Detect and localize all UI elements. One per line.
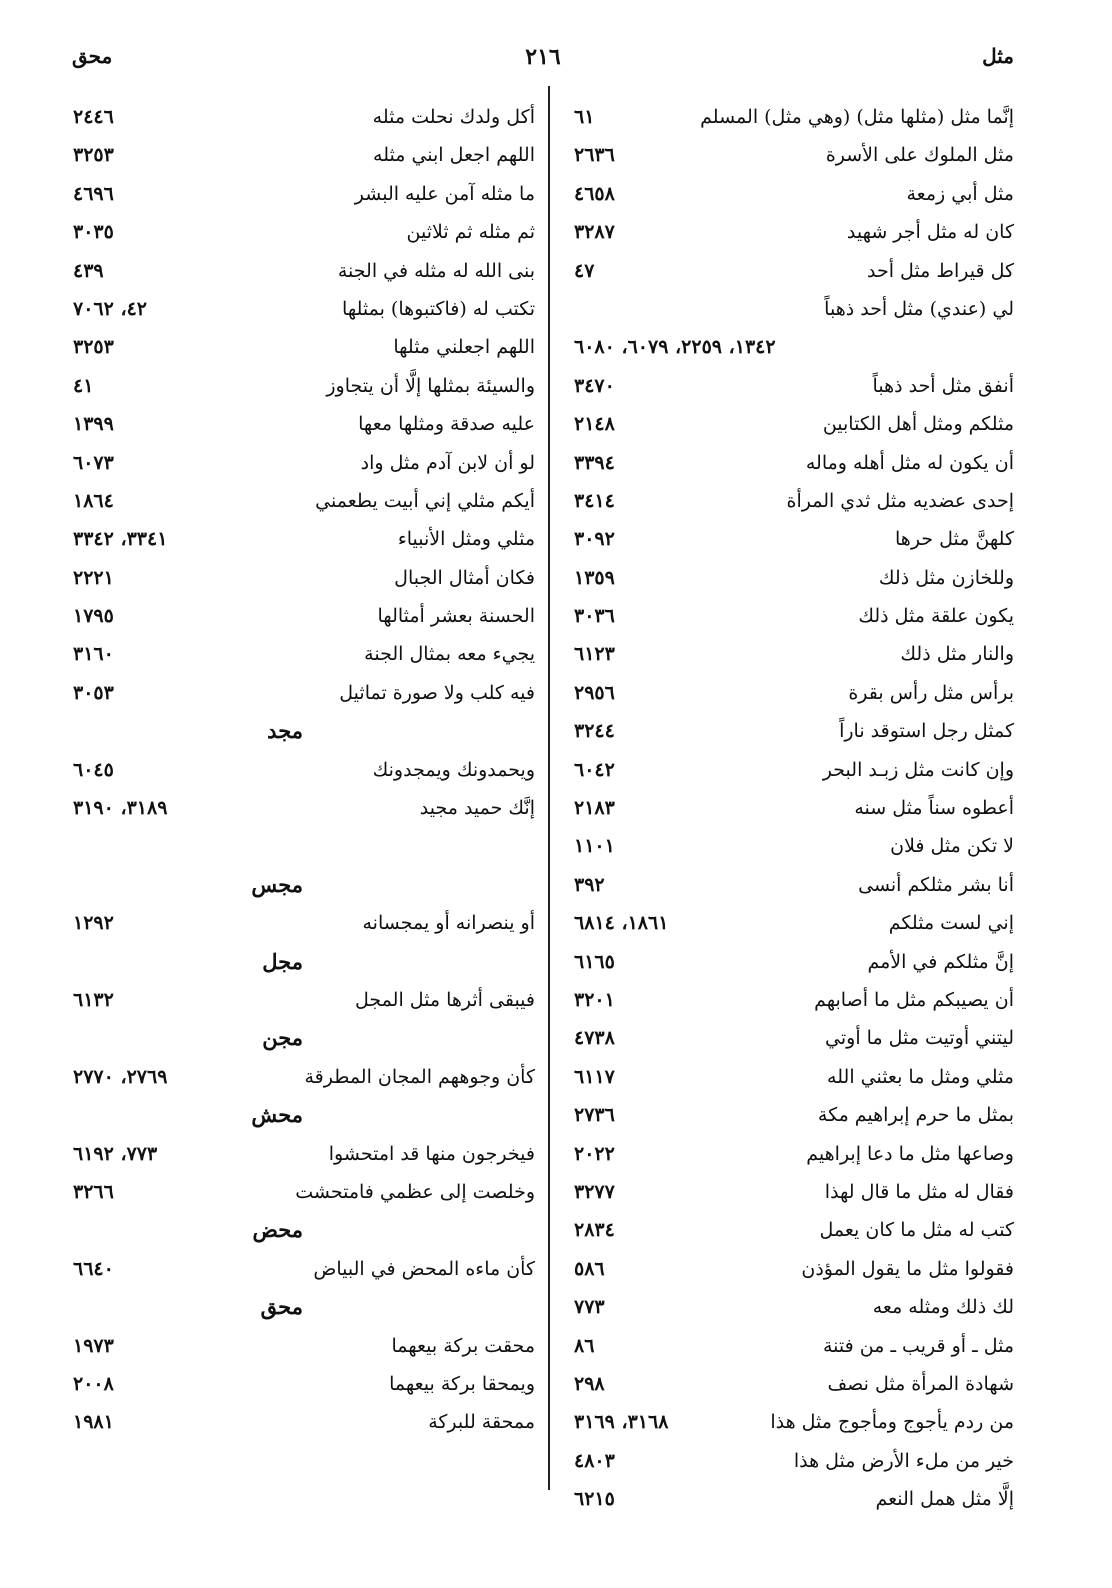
root-heading (73, 943, 535, 981)
index-entry (574, 1442, 1014, 1480)
index-entry (73, 904, 535, 942)
entry-refs: ٤٦٥٨ (574, 182, 615, 205)
index-entry (574, 1365, 1014, 1403)
entry-refs: ٣٢٤٤ (574, 720, 615, 743)
entry-phrase: أنفق مثل أحد ذهباً (872, 374, 1014, 397)
index-entry (73, 98, 535, 136)
root-heading-text: محض (252, 1217, 303, 1243)
entry-refs: ٣٩٢ (574, 873, 605, 896)
entry-phrase: وإن كانت مثل زبـد البحر (822, 758, 1014, 781)
page-header (72, 44, 1014, 80)
entry-phrase: لك ذلك ومثله معه (872, 1296, 1014, 1319)
index-entry (574, 943, 1014, 981)
root-heading-text: محق (260, 1294, 303, 1320)
entry-phrase: إنَّك حميد مجيد (419, 797, 535, 820)
index-entry (574, 1250, 1014, 1288)
index-entry (73, 597, 535, 635)
entry-refs: ١٢٩٢ (73, 912, 114, 935)
root-heading (73, 712, 535, 750)
index-entry (574, 1327, 1014, 1365)
entry-phrase: كمثل رجل استوقد ناراً (839, 720, 1014, 743)
root-heading-text: مجس (251, 871, 303, 897)
root-heading (73, 1211, 535, 1249)
index-entry (574, 328, 1014, 366)
entry-refs: ٢٠٠٨ (73, 1372, 114, 1395)
entry-refs: ٢٠٢٢ (574, 1142, 615, 1165)
entry-phrase: إنَّما مثل (مثلها مثل) (وهي مثل) المسلم (700, 106, 1014, 128)
entry-phrase: ليتني أوتيت مثل ما أوتي (825, 1027, 1014, 1050)
entry-phrase: مثلي ومثل الأنبياء (397, 528, 535, 551)
entry-phrase: مثلي ومثل ما بعثني الله (827, 1065, 1014, 1088)
header-root-word-end: محق (72, 44, 113, 68)
index-entry (73, 328, 535, 366)
entry-phrase: إحدى عضديه مثل ثدي المرأة (786, 489, 1014, 512)
entry-refs: ٣٠٣٦ (574, 605, 615, 628)
index-entry (73, 175, 535, 213)
index-entry (574, 1019, 1014, 1057)
index-entry (574, 981, 1014, 1019)
root-heading (73, 1019, 535, 1057)
entry-phrase: ويمحقا بركة بيعهما (389, 1372, 535, 1395)
entry-refs: ٣٤١٤ (574, 489, 615, 512)
root-heading-text: محش (251, 1102, 303, 1128)
entry-refs: ٤٧ (574, 259, 595, 282)
entry-refs: ٤٧٣٨ (574, 1027, 615, 1050)
entry-refs: ٨٦ (574, 1334, 595, 1357)
entry-phrase: وصاعها مثل ما دعا إبراهيم (806, 1142, 1014, 1165)
entry-refs: ١٩٧٣ (73, 1334, 114, 1357)
index-entry (73, 444, 535, 482)
entry-phrase: ممحقة للبركة (428, 1411, 535, 1434)
index-entry (574, 213, 1014, 251)
entry-phrase: أو ينصرانه أو يمجسانه (362, 912, 535, 935)
index-entry (73, 1365, 535, 1403)
index-entry (574, 712, 1014, 750)
entry-refs: ٦١٢٣ (574, 643, 615, 666)
entry-phrase: والنار مثل ذلك (900, 643, 1014, 666)
entry-refs: ٤٢، ٧٠٦٢ (73, 297, 147, 320)
entry-phrase: فكان أمثال الجبال (394, 566, 535, 589)
entry-refs: ١٣٥٩ (574, 566, 615, 589)
entry-phrase: يكون علقة مثل ذلك (858, 605, 1014, 628)
left-column (73, 98, 535, 1442)
index-entry (574, 290, 1014, 328)
entry-refs: ٢٧٣٦ (574, 1104, 615, 1127)
entry-phrase: مثلكم ومثل أهل الكتابين (822, 413, 1014, 436)
index-entry (574, 1058, 1014, 1096)
index-entry (73, 252, 535, 290)
entry-phrase: أن يصيبكم مثل ما أصابهم (814, 988, 1014, 1011)
entry-phrase: لو أن لابن آدم مثل واد (360, 451, 535, 474)
root-heading-text: مجد (267, 718, 303, 744)
entry-phrase: أن يكون له مثل أهله وماله (805, 451, 1014, 474)
entry-phrase: برأس مثل رأس بقرة (848, 681, 1014, 704)
entry-refs: ٦١٦٥ (574, 950, 615, 973)
header-root-word-start: مثل (982, 44, 1014, 68)
entry-refs: ٦١١٧ (574, 1065, 615, 1088)
index-entry (73, 367, 535, 405)
entry-refs: ٣٣٤١، ٣٣٤٢ (73, 528, 168, 551)
index-entry (574, 1096, 1014, 1134)
entry-refs: ٤٨٠٣ (574, 1449, 615, 1472)
root-heading-text: مجل (262, 948, 303, 974)
index-entry (73, 789, 535, 827)
entry-phrase: بمثل ما حرم إبراهيم مكة (817, 1104, 1014, 1127)
entry-refs: ٣١٨٩، ٣١٩٠ (73, 797, 168, 820)
index-entry (73, 1250, 535, 1288)
entry-refs: ٢٤٤٦ (73, 106, 114, 128)
entry-refs: ٣٢٧٧ (574, 1180, 615, 1203)
index-entry (574, 635, 1014, 673)
entry-phrase: تكتب له (فاكتبوها) بمثلها (342, 297, 535, 320)
entry-phrase: كان له مثل أجر شهيد (846, 221, 1014, 244)
entry-refs: ٥٨٦ (574, 1257, 605, 1280)
entry-refs: ١٨٦٤ (73, 489, 114, 512)
entry-phrase: ويحمدونك ويمجدونك (372, 758, 535, 781)
entry-refs: ٢١٨٣ (574, 797, 615, 820)
index-entry (73, 674, 535, 712)
entry-refs: ١٩٨١ (73, 1411, 114, 1434)
index-entry (73, 290, 535, 328)
entry-refs: ٢٧٦٩، ٢٧٧٠ (73, 1065, 168, 1088)
index-entry (574, 827, 1014, 865)
index-entry (574, 175, 1014, 213)
entry-refs: ١١٠١ (574, 835, 615, 858)
entry-phrase: فيخرجون منها قد امتحشوا (328, 1142, 535, 1165)
entry-refs: ٢٦٣٦ (574, 144, 615, 167)
root-heading (73, 866, 535, 904)
index-entry (73, 1173, 535, 1211)
entry-phrase: إني لست مثلكم (888, 912, 1014, 935)
index-entry (574, 866, 1014, 904)
index-entry (574, 751, 1014, 789)
entry-phrase: ثم مثله ثم ثلاثين (406, 221, 535, 244)
entry-refs: ٣٠٩٢ (574, 528, 615, 551)
index-entry (574, 1288, 1014, 1326)
entry-refs: ٣١٦٠ (73, 643, 114, 666)
entry-phrase: أكل ولدك نحلت مثله (372, 106, 535, 128)
entry-refs: ٦٢١٥ (574, 1488, 615, 1511)
index-entry (574, 674, 1014, 712)
index-entry (73, 136, 535, 174)
index-entry (73, 1058, 535, 1096)
entry-phrase: أنا بشر مثلكم أنسى (858, 873, 1014, 896)
index-entry (574, 789, 1014, 827)
index-entry (574, 1173, 1014, 1211)
entry-refs: ٣٠٥٣ (73, 681, 114, 704)
entry-phrase: محقت بركة بيعهما (391, 1334, 535, 1357)
entry-phrase: كل قيراط مثل أحد (867, 259, 1014, 282)
entry-phrase: اللهم اجعل ابني مثله (373, 144, 535, 167)
entry-refs: ٣٢٨٧ (574, 221, 615, 244)
entry-phrase: أيكم مثلي إني أبيت يطعمني (315, 489, 535, 512)
entry-refs: ٢٨٣٤ (574, 1219, 615, 1242)
index-entry (73, 559, 535, 597)
entry-phrase: يجيء معه بمثال الجنة (364, 643, 535, 666)
root-heading (73, 1288, 535, 1326)
entry-refs: ٧٧٣ (574, 1296, 605, 1319)
entry-phrase: مثل ـ أو قريب ـ من فتنة (822, 1334, 1014, 1357)
right-column (574, 98, 1014, 1518)
entry-refs: ٢٩٨ (574, 1372, 605, 1395)
index-entry (574, 367, 1014, 405)
entry-phrase: كأن وجوههم المجان المطرقة (304, 1065, 535, 1088)
index-entry (73, 405, 535, 443)
index-entry (574, 1403, 1014, 1441)
index-entry (73, 213, 535, 251)
entry-phrase: وللخازن مثل ذلك (878, 566, 1014, 589)
index-entry (73, 981, 535, 1019)
entry-refs: ٦٠٤٢ (574, 758, 615, 781)
index-entry (574, 904, 1014, 942)
entry-refs: ٣١٦٨، ٣١٦٩ (574, 1411, 669, 1434)
index-entry (574, 1211, 1014, 1249)
index-entry (574, 136, 1014, 174)
index-entry (73, 520, 535, 558)
index-entry (73, 635, 535, 673)
entry-refs: ٢١٤٨ (574, 413, 615, 436)
entry-refs: ٤٣٩ (73, 259, 104, 282)
entry-phrase: فقال له مثل ما قال لهذا (824, 1180, 1014, 1203)
entry-refs: ١٣٩٩ (73, 413, 114, 436)
entry-phrase: فيه كلب ولا صورة تماثيل (339, 681, 535, 704)
entry-phrase: ما مثله آمن عليه البشر (354, 182, 535, 205)
entry-phrase: أعطوه سناً مثل سنه (854, 797, 1014, 820)
page-number: ٢١٦ (525, 44, 561, 70)
entry-refs: ١٣٤٢، ٢٢٥٩، ٦٠٧٩، ٦٠٨٠ (574, 336, 776, 359)
entry-phrase: إلَّا مثل همل النعم (875, 1488, 1014, 1511)
index-entry (574, 1135, 1014, 1173)
index-entry (574, 520, 1014, 558)
entry-refs: ١٨٦١، ٦٨١٤ (574, 912, 669, 935)
entry-refs: ٦١ (574, 106, 595, 128)
column-divider (548, 86, 550, 1490)
index-entry (574, 559, 1014, 597)
entry-refs: ٣٠٣٥ (73, 221, 114, 244)
entry-refs: ٣٤٧٠ (574, 374, 615, 397)
entry-phrase: كأن ماءه المحض في البياض (313, 1257, 535, 1280)
entry-refs: ٤١ (73, 374, 94, 397)
entry-refs: ١٧٩٥ (73, 605, 114, 628)
entry-refs: ٦١٣٢ (73, 988, 114, 1011)
entry-phrase: خير من ملء الأرض مثل هذا (793, 1449, 1014, 1472)
entry-refs: ٣٢٦٦ (73, 1180, 114, 1203)
entry-phrase: مثل الملوك على الأسرة (825, 144, 1014, 167)
entry-phrase: عليه صدقة ومثلها معها (358, 413, 535, 436)
index-entry (73, 1403, 535, 1441)
index-entry (574, 482, 1014, 520)
root-heading (73, 1096, 535, 1134)
index-entry (574, 597, 1014, 635)
entry-refs: ٧٧٣، ٦١٩٢ (73, 1142, 158, 1165)
entry-phrase: والسيئة بمثلها إلَّا أن يتجاوز (326, 374, 535, 397)
entry-refs: ٢٢٢١ (73, 566, 114, 589)
entry-refs: ٣٢٥٣ (73, 336, 114, 359)
entry-phrase: فيبقى أثرها مثل المجل (355, 988, 535, 1011)
entry-phrase: مثل أبي زمعة (906, 182, 1014, 205)
entry-refs: ٦٠٤٥ (73, 758, 114, 781)
entry-refs: ٣٣٩٤ (574, 451, 615, 474)
index-entry (73, 1327, 535, 1365)
entry-phrase: بنى الله له مثله في الجنة (337, 259, 535, 282)
index-entry (73, 482, 535, 520)
entry-refs: ٦٦٤٠ (73, 1257, 114, 1280)
entry-refs: ٣٢٠١ (574, 988, 615, 1011)
entry-refs: ٦٠٧٣ (73, 451, 114, 474)
index-entry (574, 98, 1014, 136)
index-entry (574, 405, 1014, 443)
entry-phrase: اللهم اجعلني مثلها (393, 336, 535, 359)
entry-phrase: إنَّ مثلكم في الأمم (867, 950, 1014, 973)
index-entry (574, 444, 1014, 482)
entry-phrase: الحسنة بعشر أمثالها (377, 605, 535, 628)
entry-refs: ٣٢٥٣ (73, 144, 114, 167)
entry-phrase: لا تكن مثل فلان (890, 835, 1014, 858)
entry-phrase: فقولوا مثل ما يقول المؤذن (801, 1257, 1014, 1280)
index-entry (73, 751, 535, 789)
index-entry (73, 827, 535, 865)
index-entry (574, 1480, 1014, 1518)
entry-refs: ٢٩٥٦ (574, 681, 615, 704)
index-entry (574, 252, 1014, 290)
entry-phrase: كتب له مثل ما كان يعمل (819, 1219, 1014, 1242)
root-heading-text: مجن (262, 1025, 303, 1051)
entry-phrase: وخلصت إلى عظمي فامتحشت (295, 1180, 535, 1203)
entry-phrase: من ردم يأجوج ومأجوج مثل هذا (770, 1411, 1014, 1434)
index-entry (73, 1135, 535, 1173)
entry-phrase: لي (عندي) مثل أحد ذهباً (824, 297, 1014, 320)
entry-phrase: شهادة المرأة مثل نصف (827, 1372, 1014, 1395)
entry-phrase: كلهنَّ مثل حرها (895, 528, 1014, 551)
entry-refs: ٤٦٩٦ (73, 182, 114, 205)
